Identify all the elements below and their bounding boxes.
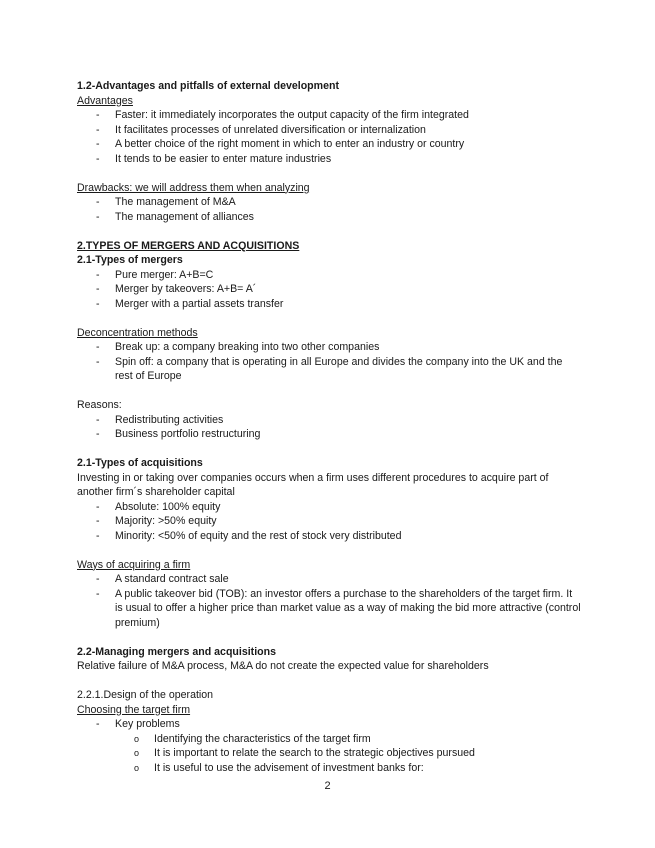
sub-list-item: o It is important to relate the search to the strategic objectives pursued <box>134 747 475 759</box>
dash-bullet: - <box>96 500 100 513</box>
dash-bullet: - <box>96 515 100 527</box>
list-item: - Spin off: a company that is operating in all Europe and divides the company into the UK and the rest of Europe <box>96 355 563 382</box>
dash-bullet: - <box>96 138 100 150</box>
document-page <box>77 79 582 775</box>
list-item: - A standard contract sale <box>96 573 229 585</box>
list-item: - Business portfolio restructuring <box>96 428 261 440</box>
types-of-mergers-heading: 2.1-Types of mergers <box>77 254 183 266</box>
deconcentration-list <box>77 340 582 384</box>
types-of-acquisitions-list <box>77 500 582 544</box>
dash-bullet: - <box>96 428 100 440</box>
list-item: - It facilitates processes of unrelated diversification or internalization <box>96 123 426 136</box>
managing-intro: Relative failure of M&A process, M&A do not create the expected value for shareholders <box>77 660 489 672</box>
page-number: 2 <box>324 780 331 792</box>
reasons-label: Reasons: <box>77 399 122 411</box>
list-item: - A better choice of the right moment in which to enter an industry or country <box>96 138 465 150</box>
choosing-target-label: Choosing the target firm <box>77 703 191 716</box>
list-item: - A public takeover bid (TOB): an investor offers a purchase to the shareholders of the target firm. It is usual to offer a higher price than market value as a way of making the bid more attractive (control premium) <box>96 587 581 629</box>
dash-bullet: - <box>96 297 100 310</box>
dash-bullet: - <box>96 109 100 121</box>
dash-bullet: - <box>96 355 100 368</box>
dash-bullet: - <box>96 573 100 585</box>
key-problem-sublist <box>77 732 582 776</box>
list-item: - Pure merger: A+B=C <box>96 268 214 281</box>
ways-of-acquiring-label: Ways of acquiring a firm <box>77 558 191 571</box>
dash-bullet: - <box>96 210 100 223</box>
dash-bullet: - <box>96 268 100 281</box>
list-item: - Faster: it immediately incorporates the output capacity of the firm integrated <box>96 109 469 121</box>
ways-of-acquiring-list <box>77 572 582 630</box>
sub-list-item: o Identifying the characteristics of the target firm <box>134 732 371 745</box>
drawbacks-list <box>77 195 582 224</box>
circle-bullet: o <box>134 733 140 744</box>
dash-bullet: - <box>96 529 100 542</box>
deconcentration-label: Deconcentration methods <box>77 326 198 339</box>
list-item: - The management of M&A <box>96 196 236 208</box>
dash-bullet: - <box>96 283 100 295</box>
section-heading-2: 2.TYPES OF MERGERS AND ACQUISITIONS <box>77 239 300 252</box>
types-of-acquisitions-intro: Investing in or taking over companies occurs when a firm uses different procedures to acquire part of another firm´s shareholder capital <box>77 471 549 498</box>
subsection-heading-2-2-1: 2.2.1.Design of the operation <box>77 689 214 701</box>
circle-bullet: o <box>134 762 140 773</box>
list-item: - Redistributing activities <box>96 413 224 426</box>
types-of-acquisitions-heading: 2.1-Types of acquisitions <box>77 457 203 469</box>
list-item: - Majority: >50% equity <box>96 515 217 527</box>
list-item: - The management of alliances <box>96 210 254 223</box>
dash-bullet: - <box>96 152 100 165</box>
section-heading-2-2: 2.2-Managing mergers and acquisitions <box>77 645 276 658</box>
list-item: - Key problems <box>96 718 180 730</box>
list-item: - Break up: a company breaking into two other companies <box>96 341 380 353</box>
dash-bullet: - <box>96 196 100 208</box>
drawbacks-label: Drawbacks: we will address them when analyzing <box>77 181 310 194</box>
list-item: - Merger by takeovers: A+B= A´ <box>96 283 257 295</box>
types-of-mergers-list <box>77 268 582 312</box>
dash-bullet: - <box>96 123 100 136</box>
section-heading-1-2: 1.2-Advantages and pitfalls of external development <box>77 80 339 92</box>
sub-list-item: o It is useful to use the advisement of investment banks for: <box>134 761 424 774</box>
list-item: - Absolute: 100% equity <box>96 500 221 513</box>
dash-bullet: - <box>96 587 100 600</box>
list-item: - It tends to be easier to enter mature industries <box>96 152 332 165</box>
reasons-list <box>77 413 582 442</box>
dash-bullet: - <box>96 718 100 730</box>
advantages-label: Advantages <box>77 94 133 107</box>
dash-bullet: - <box>96 341 100 353</box>
dash-bullet: - <box>96 413 100 426</box>
circle-bullet: o <box>134 748 140 758</box>
key-problems-list <box>77 717 582 732</box>
advantages-list <box>77 108 582 166</box>
list-item: - Minority: <50% of equity and the rest of stock very distributed <box>96 529 402 542</box>
list-item: - Merger with a partial assets transfer <box>96 297 284 310</box>
